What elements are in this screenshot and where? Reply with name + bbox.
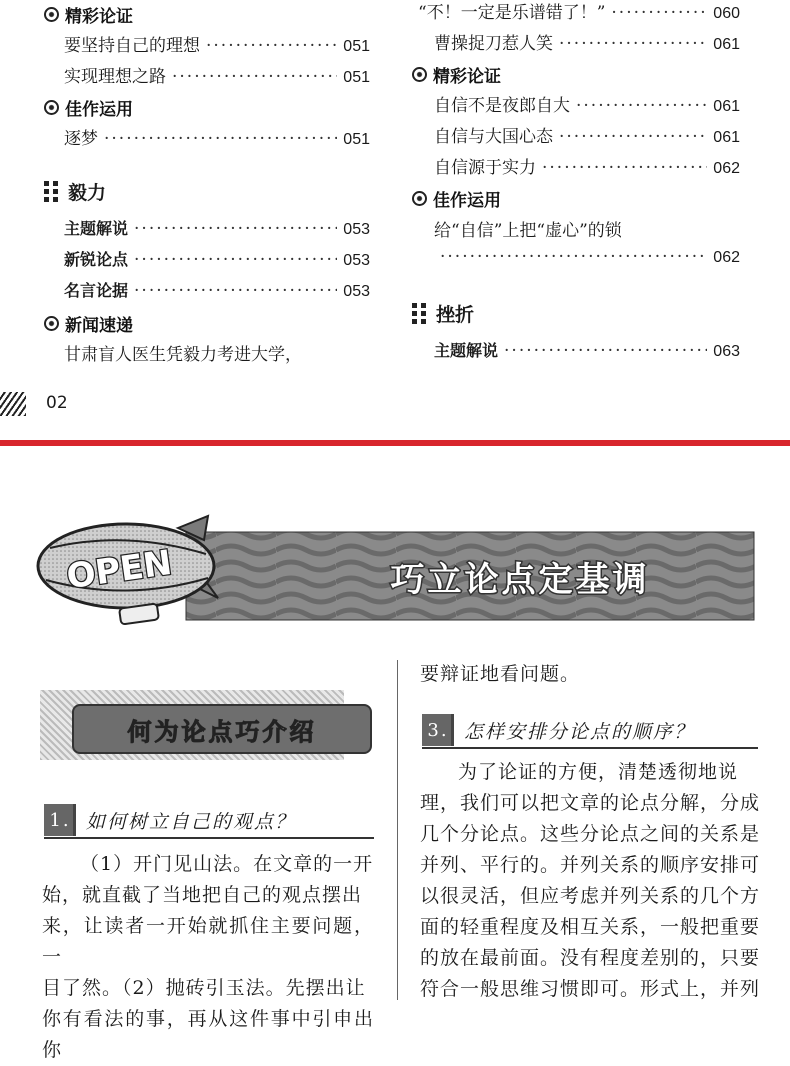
left-body-text: [42, 849, 374, 1066]
toc-chapter-yili: 毅力: [44, 178, 106, 205]
page-divider: [0, 440, 790, 446]
gear-bullet-icon: [412, 67, 427, 82]
toc-section-jingcai: 精彩论证: [44, 2, 133, 27]
body-line: 并列、平行的。并列关系的顺序安排可: [420, 854, 761, 876]
toc-entry[interactable]: 实现理想之路 ····· 051: [64, 62, 370, 87]
toc-entry[interactable]: ····· 062: [434, 247, 740, 267]
toc-entry[interactable]: “不！一定是乐谱错了！” ····· 060: [418, 0, 740, 23]
heading-underline: [44, 837, 374, 839]
question-number: 1.: [44, 804, 76, 836]
question-heading-1: [44, 803, 296, 837]
gear-bullet-icon: [44, 100, 59, 115]
body-line: （1）开门见山法。在文章的一开: [80, 853, 374, 875]
column-divider: [397, 660, 398, 1000]
open-label: OPEN: [64, 542, 175, 598]
body-line: 以很灵活，但应考虑并列关系的几个方: [420, 885, 761, 907]
toc-entry[interactable]: 名言论据 ····· 053: [64, 278, 370, 301]
section-heading: 何为论点巧介绍: [127, 716, 317, 746]
body-line: 始，就直截了当地把自己的观点摆出: [42, 884, 363, 906]
toc-entry[interactable]: 新锐论点 ····· 053: [64, 247, 370, 270]
square-dots-icon: [412, 303, 426, 325]
question-number: 3.: [422, 714, 454, 746]
body-line: 面的轻重程度及相互关系，一般把重要: [420, 916, 761, 938]
chapter-banner: [36, 510, 756, 640]
toc-section-jiazuo: 佳作运用: [44, 95, 133, 120]
body-line: 来，让读者一开始就抓住主要问题，一: [42, 915, 374, 968]
toc-section-jiazuo-right: 佳作运用: [412, 186, 501, 211]
body-line: 符合一般思维习惯即可。形式上，并列: [420, 978, 761, 1000]
body-line: 理，我们可以把文章的论点分解，分成: [420, 792, 761, 814]
body-line: 的放在最前面。没有程度差别的，只要: [420, 947, 761, 969]
body-line: 为了论证的方便，清楚透彻地说: [458, 761, 739, 783]
toc-entry[interactable]: 自信不是夜郎自大 ····· 061: [434, 91, 740, 116]
question-text: 如何树立自己的观点？: [86, 810, 297, 833]
square-dots-icon: [44, 181, 58, 203]
page-number: 02: [46, 393, 68, 413]
question-text: 怎样安排分论点的顺序？: [464, 720, 696, 743]
toc-entry-text[interactable]: 给“自信”上把“虚心”的锁: [434, 221, 622, 241]
gear-bullet-icon: [412, 191, 427, 206]
gear-bullet-icon: [44, 316, 59, 331]
toc-chapter-cuozhe: 挫折: [412, 300, 474, 327]
toc-entry[interactable]: 要坚持自己的理想 ····· 051: [64, 31, 370, 56]
section-heading-box: [72, 704, 372, 754]
toc-entry[interactable]: 曹操捉刀惹人笑 ····· 061: [434, 29, 740, 54]
toc-section-jingcai-right: 精彩论证: [412, 62, 501, 87]
toc-section-xinwen: 新闻速递: [44, 311, 133, 336]
question-heading-3: [422, 713, 695, 747]
right-top-text: 要辩证地看问题。: [420, 663, 581, 685]
hatch-decoration: [0, 392, 26, 416]
toc-entry[interactable]: 自信源于实力 ····· 062: [434, 153, 740, 178]
body-line: 你有看法的事，再从这件事中引申出你: [42, 1008, 374, 1061]
heading-underline: [422, 747, 758, 749]
body-line: 几个分论点。这些分论点之间的关系是: [420, 823, 761, 845]
toc-entry[interactable]: 主题解说 ····· 053: [64, 216, 370, 239]
toc-entry[interactable]: 逐梦 ····· 051: [64, 124, 370, 149]
gear-bullet-icon: [44, 7, 59, 22]
toc-entry[interactable]: 主题解说 ····· 063: [434, 338, 740, 361]
right-body-text: [420, 757, 760, 1005]
chapter-title: 巧立论点定基调: [390, 560, 650, 600]
toc-entry-text[interactable]: 甘肃盲人医生凭毅力考进大学，: [64, 345, 302, 365]
body-line: 目了然。（2）抛砖引玉法。先摆出让: [42, 977, 366, 999]
toc-entry[interactable]: 自信与大国心态 ····· 061: [434, 122, 740, 147]
